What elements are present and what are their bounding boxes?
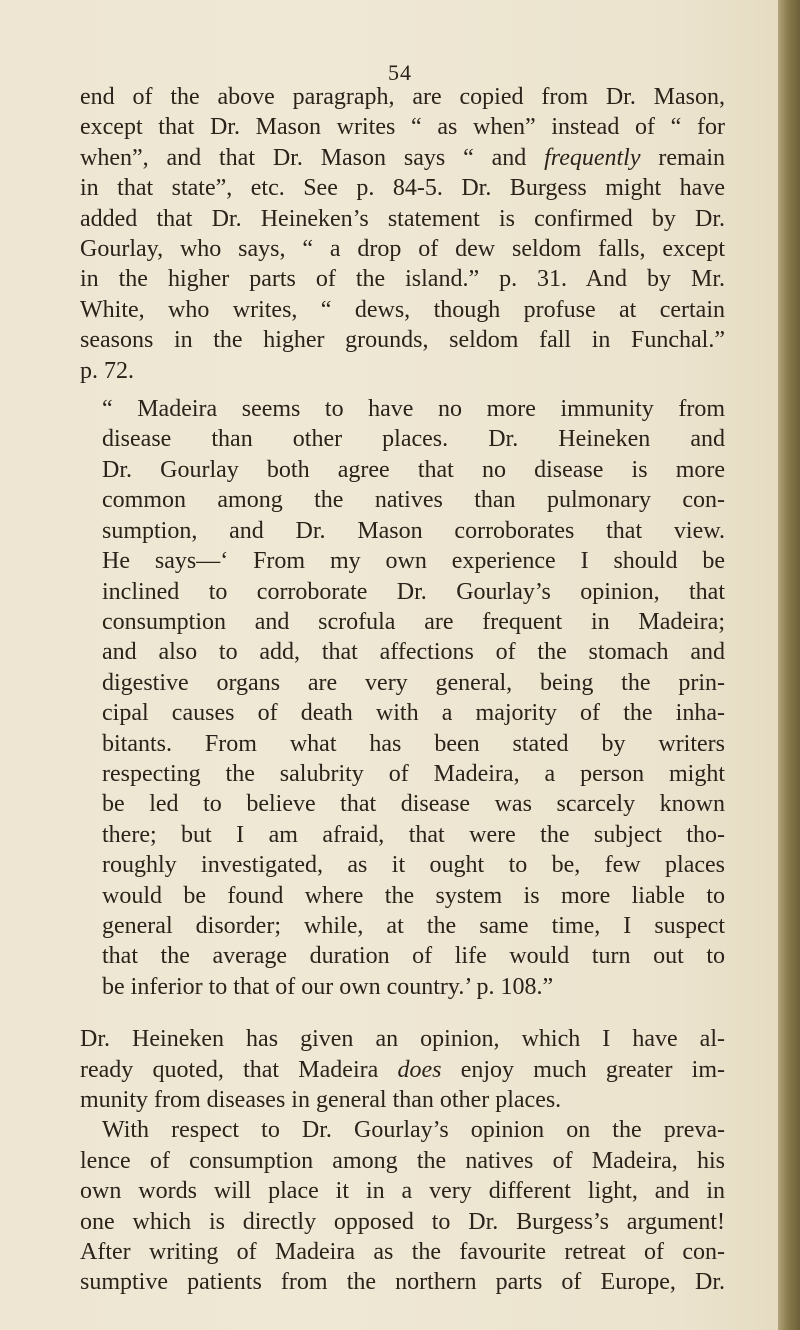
- text-line: end of the above paragraph, are copied from Dr. Mason,: [80, 84, 725, 110]
- text-line: in the higher parts of the island.” p. 31. And by Mr.: [80, 266, 725, 293]
- page-edge-binding: [778, 0, 800, 1330]
- text-line: and also to add, that affections of the stomach and: [102, 639, 725, 666]
- text-line: consumption and scrofula are frequent in Madeira;: [102, 608, 725, 635]
- text-line: sumption, and Dr. Mason corroborates that view.: [102, 517, 725, 544]
- quoted-paragraph: [80, 394, 725, 1002]
- emphasis: frequently: [544, 144, 641, 171]
- text-line: Dr. Heineken has given an opinion, which I have al-: [80, 1026, 725, 1053]
- emphasis: does: [397, 1056, 442, 1083]
- text-line: White, who writes, “ dews, though profuse at certain: [80, 296, 725, 323]
- text-line: digestive organs are very general, being the prin-: [102, 669, 725, 696]
- text-line: general disorder; while, at the same time, I suspect: [102, 912, 725, 939]
- text-line: disease than other places. Dr. Heineken and: [102, 426, 725, 453]
- text-line: one which is directly opposed to Dr. Burgess’s argument!: [80, 1208, 725, 1235]
- text-line: He says—‘ From my own experience I should be: [102, 548, 725, 575]
- text-line: be led to believe that disease was scarcely known: [102, 791, 725, 818]
- text-line: seasons in the higher grounds, seldom fall in Funchal.”: [80, 327, 725, 354]
- text-line: ready quoted, that Madeira does enjoy much greater im-: [80, 1056, 726, 1083]
- text-line: in that state”, etc. See p. 84-5. Dr. Burgess might have: [80, 175, 725, 202]
- text-line: p. 72.: [80, 357, 134, 384]
- text-line: be inferior to that of our own country.’ p. 108.”: [102, 973, 554, 1000]
- text-line: common among the natives than pulmonary con-: [102, 487, 725, 514]
- paragraph-spacer: [80, 1002, 725, 1024]
- text-line: bitants. From what has been stated by writers: [102, 730, 725, 757]
- text-line: Dr. Gourlay both agree that no disease is more: [102, 456, 725, 483]
- text-line: lence of consumption among the natives of Madeira, his: [80, 1147, 725, 1174]
- text-line: respecting the salubrity of Madeira, a person might: [102, 760, 725, 787]
- paragraph-spacer: [80, 386, 725, 394]
- paragraph-3: [80, 1024, 725, 1298]
- text-line: would be found where the system is more liable to: [102, 882, 725, 909]
- text-line: that the average duration of life would turn out to: [102, 943, 725, 970]
- text-line: own words will place it in a very different light, and in: [80, 1178, 725, 1205]
- text-line: there; but I am afraid, that were the subject tho-: [102, 821, 725, 848]
- text-line: With respect to Dr. Gourlay’s opinion on the preva-: [102, 1117, 725, 1144]
- text-line: After writing of Madeira as the favourite retreat of con-: [80, 1239, 725, 1266]
- text-line: “ Madeira seems to have no more immunity from: [102, 396, 725, 423]
- page-number: 54: [388, 60, 412, 85]
- text-line: cipal causes of death with a majority of the inha-: [102, 700, 725, 727]
- body-text: [80, 82, 725, 1298]
- text-line: inclined to corroborate Dr. Gourlay’s opinion, that: [102, 578, 725, 605]
- text-line: sumptive patients from the northern parts of Europe, Dr.: [80, 1269, 725, 1296]
- text-line: Gourlay, who says, “ a drop of dew seldom falls, except: [80, 236, 725, 263]
- text-line: roughly investigated, as it ought to be, few places: [102, 852, 725, 879]
- text-line: munity from diseases in general than other places.: [80, 1087, 562, 1113]
- text-line: added that Dr. Heineken’s statement is confirmed by Dr.: [80, 205, 725, 232]
- text-line: when”, and that Dr. Mason says “ and frequently remain: [80, 144, 726, 171]
- paragraph-1: [80, 82, 725, 386]
- text-line: except that Dr. Mason writes “ as when” instead of “ for: [80, 114, 725, 141]
